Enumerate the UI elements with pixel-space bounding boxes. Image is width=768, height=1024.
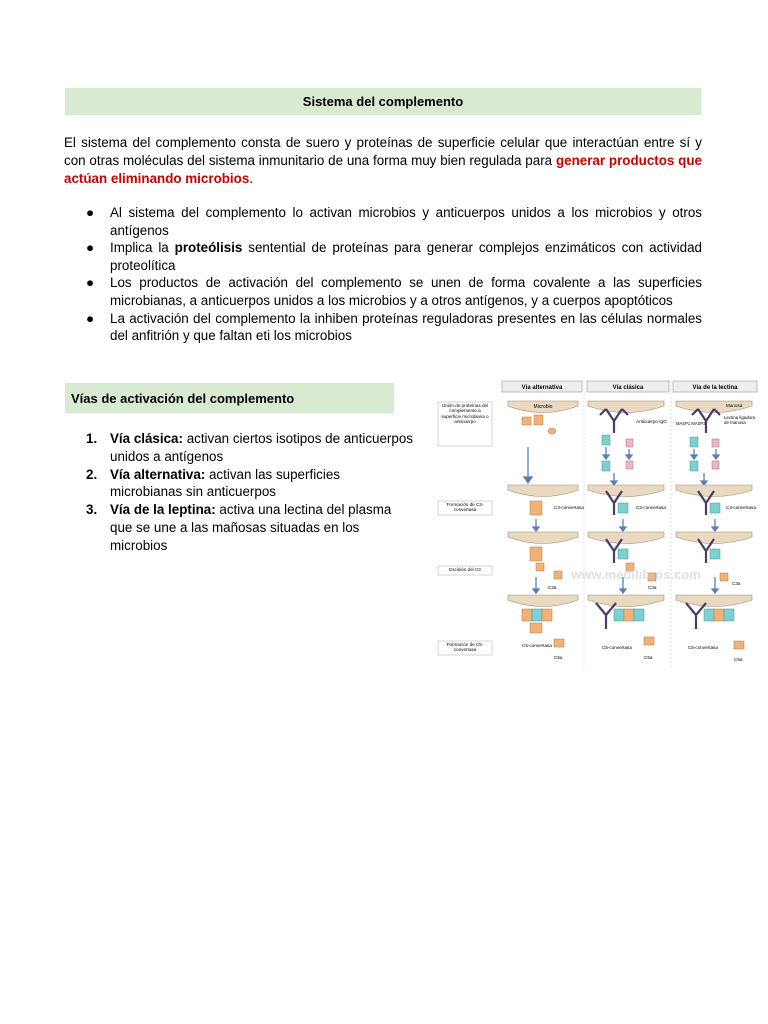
list-number: 3. (86, 502, 98, 518)
column-header-label: Vía alternativa (521, 385, 563, 391)
intro-paragraph (64, 134, 702, 188)
column-header-label: Vía de la lectina (692, 385, 738, 391)
pathway-list (64, 430, 414, 555)
pathway-name: Vía alternativa: (110, 466, 206, 482)
lectin-label: Lectina ligadora de manosa (724, 415, 756, 425)
column-header-label: Vía clásica (612, 385, 644, 391)
list-item (64, 239, 702, 274)
row-label: Escisión del C3 (449, 567, 481, 572)
c5a-label: C5a (734, 657, 743, 662)
list-item-text: Implica la (110, 240, 175, 256)
c3a-label: C3a (648, 585, 657, 590)
pathway-name: Vía clásica: (110, 431, 183, 446)
list-item-text: Al sistema del complemento lo activan microbios y anticuerpos unidos a los microbios y otros antígenos (110, 205, 702, 238)
convertase-label: C3-convertasa (726, 505, 756, 510)
bullet-list (64, 204, 702, 345)
list-item-text: Los productos de activación del complemento se unen de forma covalente a las superficies microbianas, a anticuerpos unidos a los microbios y a otros antígenos, y a cuerpos apoptóticos (110, 275, 702, 308)
list-item-text: sentential de proteínas para generar complejos enzimáticos con actividad proteolítica (110, 240, 702, 273)
c3a-label: C3a (548, 585, 557, 590)
c3a-label: C3a (732, 581, 741, 586)
convertase-label: C3-convertasa (554, 505, 584, 510)
list-item (64, 501, 414, 554)
intro-text: El sistema del complemento consta de suero y proteínas de superficie celular que interactúan entre sí y con otras moléculas del sistema inmunitario de una forma muy bien regulada para (64, 135, 702, 168)
pathway-desc: activan ciertos isotipos de anticuerpos unidos a antígenos (110, 431, 413, 464)
row-label: Formación de C5-convertasa (446, 642, 484, 653)
pathway-desc: activa una lectina del plasma que se une a las mañosas situadas en los microbios (110, 502, 392, 553)
list-item-bold: proteólisis (174, 240, 243, 256)
section-title-bar (65, 383, 394, 413)
convertase-label: C5-convertasa (522, 643, 552, 648)
list-item-text: La activación del complemento la inhiben proteínas reguladoras presentes en las células normales del anfitrión y que faltan eti los microbios (110, 310, 702, 344)
antibody-label: Anticuerpo IgG (636, 419, 667, 424)
microbe-shape (588, 401, 664, 413)
list-item (64, 310, 702, 345)
intro-highlight: generar productos que actúan eliminando microbios (64, 153, 702, 186)
document-title-bar (65, 88, 701, 115)
section-title: Vías de activación del complemento (71, 390, 295, 406)
list-item (64, 204, 702, 239)
pathway-name: Vía de la leptina: (110, 502, 216, 518)
bullet-icon: ● (86, 310, 95, 326)
masp-label: MASP1 MASP2 (676, 421, 706, 426)
complement-pathways-figure (436, 379, 763, 670)
intro-text-end: . (249, 171, 254, 186)
row-label: Unión de proteínas del complemento a superficie microbiana o anticuerpo (441, 403, 489, 425)
pathway-desc: activan las superficies microbianas sin anticuerpos (110, 466, 340, 500)
list-number: 2. (86, 466, 98, 482)
list-item (64, 274, 702, 309)
c5a-label: C5a (554, 655, 563, 660)
bullet-icon: ● (86, 205, 95, 220)
convertase-label: C5-convertasa (688, 645, 718, 650)
watermark: www.medilibros.com (571, 567, 701, 582)
pathways-diagram (436, 379, 763, 670)
microbe-label: Microbio (533, 404, 553, 410)
document-title: Sistema del complemento (302, 94, 464, 109)
row-label: Formación de C3-convertasa (446, 502, 484, 513)
convertase-label: C5-convertasa (602, 645, 632, 650)
c5a-label: C5a (644, 655, 653, 660)
list-number: 1. (86, 431, 98, 446)
bullet-icon: ● (86, 275, 95, 291)
bullet-icon: ● (86, 240, 95, 256)
convertase-label: C3-convertasa (636, 505, 666, 510)
mannose-label: Manosa (726, 403, 743, 408)
list-item (64, 430, 414, 466)
list-item (64, 466, 414, 502)
